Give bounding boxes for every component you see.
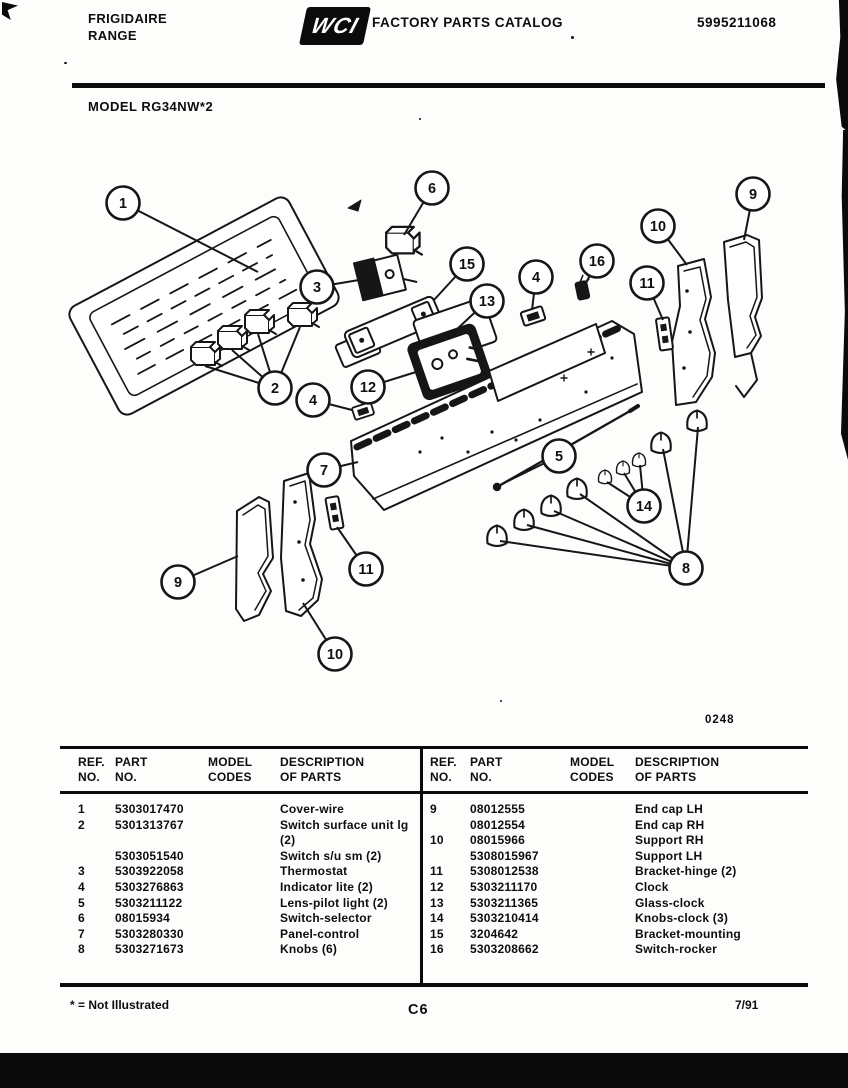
callout-10: [319, 638, 352, 671]
table-rule-bottom: [60, 983, 808, 987]
table-cell-part: 08012555: [470, 802, 525, 816]
callout-2: [259, 372, 292, 405]
table-rule-top: [60, 746, 808, 749]
table-cell-desc: Clock: [635, 879, 669, 894]
table-cell-part: 5308012538: [470, 864, 539, 879]
table-divider: [420, 746, 423, 987]
table-cell-desc: Switch-rocker: [635, 942, 717, 957]
table-cell-model: [208, 849, 280, 865]
table-cell-desc: Bracket-hinge (2): [635, 864, 737, 879]
table-cell-part: 5303211122: [115, 895, 183, 910]
table-cell-desc: End cap RH: [635, 817, 705, 832]
table-cell-desc: Support LH: [635, 848, 703, 863]
left-table-body: [78, 802, 418, 958]
callout-15: [451, 248, 484, 281]
table-cell-ref: [78, 833, 115, 849]
scan-artifact-right-edge: [834, 0, 848, 132]
table-cell-desc: Knobs-clock (3): [635, 911, 729, 926]
table-cell-model: [570, 911, 635, 927]
table-cell-desc: Switch-selector: [280, 911, 372, 926]
table-cell-part: 5303280330: [115, 926, 184, 941]
scan-artifact-top-left: [2, 2, 18, 20]
page-number: C6: [408, 1002, 429, 1018]
table-cell-ref: 5: [78, 895, 85, 910]
table-cell-part: 3204642: [470, 926, 519, 941]
svg-text:8: 8: [681, 561, 691, 578]
parts-table: [60, 716, 808, 1016]
table-cell-part: 5303211170: [470, 879, 538, 894]
table-cell-model: [570, 802, 635, 818]
table-cell-model: [570, 927, 635, 943]
svg-text:15: 15: [458, 257, 476, 274]
svg-text:4: 4: [531, 270, 541, 287]
svg-text:16: 16: [588, 254, 606, 271]
header-rule: [72, 83, 825, 88]
table-cell-model: [208, 927, 280, 943]
table-cell-part: 5303922058: [115, 864, 184, 879]
table-cell-model: [208, 864, 280, 880]
wci-logo: [299, 7, 371, 45]
table-cell-model: [570, 896, 635, 912]
table-cell-ref: 12: [430, 879, 444, 894]
col-part: PART NO.: [115, 755, 148, 784]
table-cell-model: [208, 942, 280, 958]
col-desc: DESCRIPTION OF PARTS: [635, 755, 720, 784]
table-cell-desc: Lens-pilot light (2): [280, 895, 388, 910]
table-cell-part: 5303211365: [470, 895, 539, 910]
scan-speck: [571, 36, 574, 39]
col-ref: REF. NO.: [430, 755, 457, 784]
table-cell-model: [570, 833, 635, 849]
part-thermostat: [354, 250, 418, 300]
table-cell-desc: Bracket-mounting: [635, 926, 741, 941]
table-cell-ref: 9: [430, 802, 437, 816]
model-title: MODEL RG34NW*2: [88, 99, 214, 114]
table-cell-model: [208, 802, 280, 818]
scan-speck: [500, 700, 502, 702]
table-cell-model: [570, 942, 635, 958]
callout-9: [162, 566, 195, 599]
col-ref: REF. NO.: [78, 755, 105, 784]
date-code: 7/91: [735, 998, 759, 1012]
table-cell-part: 08012554: [470, 817, 525, 832]
table-cell-ref: 11: [430, 864, 444, 879]
part-knobs-clock: [598, 453, 645, 484]
callout-leader-line: [686, 427, 698, 568]
callout-14: [628, 490, 661, 523]
table-cell-model: [570, 864, 635, 880]
table-cell-part: 5303276863: [115, 879, 184, 894]
svg-text:5: 5: [554, 449, 564, 466]
table-cell-model: [208, 911, 280, 927]
callout-10: [642, 210, 675, 243]
callout-leader-line: [663, 449, 686, 568]
table-cell-part: 08015966: [470, 833, 525, 848]
table-cell-ref: 4: [78, 879, 85, 894]
table-cell-part: [115, 833, 208, 849]
callout-6: [416, 172, 449, 205]
table-cell-ref: 3: [78, 864, 85, 879]
brand-line1: FRIGIDAIRE: [88, 11, 168, 26]
callout-12: [352, 371, 385, 404]
callout-4: [520, 261, 553, 294]
publication-number: 5995211068: [697, 15, 777, 30]
part-end-cap-rh: [724, 235, 762, 397]
callout-5: [543, 440, 576, 473]
table-cell-ref: 7: [78, 926, 85, 941]
table-cell-desc: Thermostat: [280, 864, 348, 879]
right-table-body: [430, 802, 802, 958]
table-cell-ref: 6: [78, 911, 85, 926]
table-cell-desc: Panel-control: [280, 926, 360, 941]
callout-3: [301, 271, 334, 304]
table-cell-ref: 1: [78, 802, 85, 816]
table-cell-desc: Knobs (6): [280, 942, 338, 957]
table-cell-desc: Switch surface unit lg: [280, 817, 409, 832]
table-cell-model: [208, 833, 280, 849]
svg-text:14: 14: [635, 499, 653, 516]
wci-logo-text: WCI: [308, 13, 363, 38]
callout-leader-line: [527, 525, 686, 568]
part-switch-rocker: [574, 274, 592, 299]
part-support-lh: [281, 473, 322, 616]
callout-11: [631, 267, 664, 300]
callout-4: [297, 384, 330, 417]
table-cell-desc: (2): [280, 833, 296, 848]
table-cell-part: 5303017470: [115, 802, 184, 816]
callout-7: [308, 454, 341, 487]
table-cell-ref: [430, 849, 470, 865]
table-cell-ref: 10: [430, 833, 444, 848]
part-switch-selector: [386, 227, 422, 255]
col-part: PART NO.: [470, 755, 503, 784]
part-bracket-hinge-lh: [325, 496, 343, 530]
table-cell-part: 5308015967: [470, 848, 539, 863]
table-header-right: [430, 755, 802, 785]
brand-name: [88, 10, 167, 44]
svg-text:10: 10: [649, 219, 667, 236]
table-cell-model: [208, 818, 280, 834]
svg-text:4: 4: [308, 393, 318, 410]
table-cell-part: 5301313767: [115, 817, 184, 832]
svg-text:2: 2: [270, 381, 280, 398]
table-cell-model: [570, 818, 635, 834]
table-cell-ref: [78, 849, 115, 865]
table-cell-part: 5303210414: [470, 911, 539, 926]
table-rule-header: [60, 791, 808, 794]
table-cell-model: [208, 896, 280, 912]
table-cell-ref: [430, 818, 470, 834]
table-cell-ref: 15: [430, 926, 444, 941]
table-cell-model: [570, 849, 635, 865]
col-model: MODEL CODES: [208, 755, 253, 784]
table-cell-ref: 14: [430, 911, 444, 926]
callout-13: [471, 285, 504, 318]
svg-text:13: 13: [478, 294, 496, 311]
table-cell-model: [208, 880, 280, 896]
callout-leader-line: [500, 541, 686, 568]
callout-11: [350, 553, 383, 586]
table-cell-ref: 2: [78, 817, 85, 832]
brand-line2: RANGE: [88, 28, 137, 43]
svg-text:11: 11: [358, 562, 374, 579]
callout-leader-line: [554, 511, 686, 568]
table-cell-part: 5303208662: [470, 942, 539, 957]
table-cell-desc: Glass-clock: [635, 895, 705, 910]
table-cell-desc: End cap LH: [635, 802, 704, 816]
callout-9: [737, 178, 770, 211]
scan-speck: [64, 62, 67, 64]
diagram-code: 0248: [705, 714, 735, 726]
table-cell-desc: Switch s/u sm (2): [280, 848, 382, 863]
exploded-parts-diagram: [60, 120, 820, 730]
table-cell-desc: Indicator lite (2): [280, 879, 373, 894]
svg-text:11: 11: [639, 276, 655, 293]
table-cell-desc: Cover-wire: [280, 802, 345, 816]
scan-artifact-bottom-band: [0, 1053, 848, 1088]
col-model: MODEL CODES: [570, 755, 615, 784]
catalog-title: FACTORY PARTS CATALOG: [372, 15, 564, 30]
part-end-cap-lh: [236, 497, 273, 621]
scan-artifact-right-streak: [841, 130, 848, 460]
table-cell-part: 5303051540: [115, 848, 184, 863]
scan-speck: [419, 118, 421, 120]
svg-text:9: 9: [173, 575, 183, 592]
table-cell-part: 08015934: [115, 911, 170, 926]
part-support-rh: [672, 259, 715, 405]
table-cell-ref: 8: [78, 942, 85, 957]
table-cell-model: [570, 880, 635, 896]
callout-16: [581, 245, 614, 278]
svg-text:6: 6: [427, 181, 437, 198]
footnote: * = Not Illustrated: [70, 998, 170, 1012]
svg-text:12: 12: [359, 380, 377, 397]
col-desc: DESCRIPTION OF PARTS: [280, 755, 365, 784]
part-bracket-hinge-rh: [656, 317, 673, 350]
table-cell-ref: 16: [430, 942, 444, 957]
table-header-left: [78, 755, 418, 785]
svg-text:9: 9: [748, 187, 758, 204]
table-cell-part: 5303271673: [115, 942, 184, 957]
table-cell-desc: Support RH: [635, 833, 704, 848]
svg-text:3: 3: [312, 280, 322, 297]
table-cell-ref: 13: [430, 895, 444, 910]
svg-text:1: 1: [118, 196, 128, 213]
svg-text:10: 10: [326, 647, 344, 664]
callout-8: [670, 552, 703, 585]
callout-1: [107, 187, 140, 220]
svg-text:7: 7: [319, 463, 329, 480]
